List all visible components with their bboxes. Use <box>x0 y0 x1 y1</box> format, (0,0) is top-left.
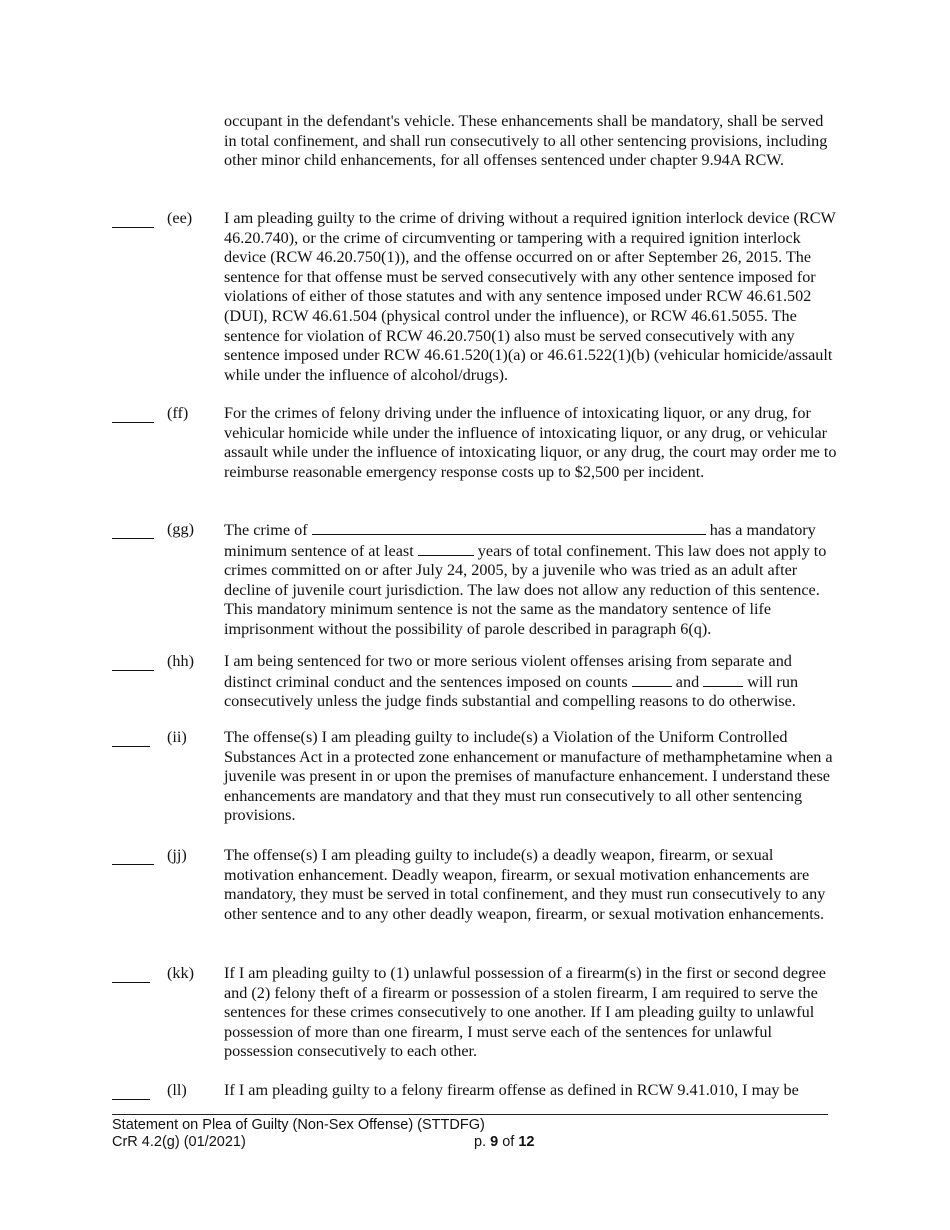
hh-text-b: and <box>675 672 700 691</box>
footer-form-code: CrR 4.2(g) (01/2021) <box>112 1134 246 1150</box>
hh-text-c: will run consecutively unless the judge finds substantial and compelling reasons to do otherwise. <box>224 672 799 711</box>
checkbox-blank-ee[interactable] <box>112 212 154 228</box>
checkbox-blank-kk[interactable] <box>112 967 150 983</box>
item-label-ll: (ll) <box>167 1081 187 1099</box>
page-of: of <box>502 1134 515 1150</box>
checkbox-blank-ff[interactable] <box>112 407 154 423</box>
years-blank[interactable] <box>418 541 474 556</box>
footer-form-title: Statement on Plea of Guilty (Non-Sex Offense) (STTDFG) <box>112 1117 485 1133</box>
item-text-kk: If I am pleading guilty to (1) unlawful possession of a firearm(s) in the first or second degree and (2) felony theft of a firearm or possession of a stolen firearm, I am required to serve the sentences for these crimes consecutively to one another. If I am pleading guilty to unlawful possession of more than one firearm, I must serve each of the sentences for unlawful possession consecutively to each other. <box>224 964 826 1061</box>
item-text-ff: For the crimes of felony driving under the influence of intoxicating liquor, or any drug, for vehicular homicide while under the influence of intoxicating liquor, or any drug, or vehicular assault while under the influence of intoxicating liquor, or any drug, the court may order me to reimburse reasonable emergency response costs up to $2,500 per incident. <box>224 404 837 481</box>
item-text-gg <box>224 520 840 640</box>
item-text-ll: If I am pleading guilty to a felony firearm offense as defined in RCW 9.41.010, I may be <box>224 1081 799 1099</box>
checkbox-blank-ll[interactable] <box>112 1084 150 1100</box>
intro-paragraph: occupant in the defendant's vehicle. These enhancements shall be mandatory, shall be served in total confinement, and shall run consecutively to all other sentencing provisions, including other minor child enhancements, for all offenses sentenced under chapter 9.94A RCW. <box>224 112 828 170</box>
count-blank-2[interactable] <box>703 672 743 687</box>
gg-text-c: years of total confinement. This law does not apply to crimes committed on or after July 24, 2005, by a juvenile who was tried as an adult after decline of juvenile court jurisdiction. The law does not allow any reduction of this sentence. This mandatory minimum sentence is not the same as the mandatory sentence of life imprisonment without the possibility of parole described in paragraph 6(q). <box>224 541 827 638</box>
footer-divider <box>112 1114 828 1115</box>
checkbox-blank-jj[interactable] <box>112 849 154 865</box>
item-text-ee: I am pleading guilty to the crime of driving without a required ignition interlock device (RCW 46.20.740), or the crime of circumventing or tampering with a required ignition interlock device (RCW 46.20.750(1)), and the offense occurred on or after September 26, 2015. The sentence for that offense must be served consecutively with any other sentence imposed for violations of either of those statutes and with any sentence imposed under RCW 46.61.502 (DUI), RCW 46.61.504 (physical control under the influence), or RCW 46.61.5055. The sentence for violation of RCW 46.20.750(1) also must be served consecutively with any sentence imposed under RCW 46.61.520(1)(a) or 46.61.522(1)(b) (vehicular homicide/assault while under the influence of alcohol/drugs). <box>224 209 836 384</box>
item-label-ee: (ee) <box>167 209 193 227</box>
gg-text-b: has a mandatory minimum sentence of at least <box>224 521 816 560</box>
page-current: 9 <box>490 1134 499 1150</box>
gg-text-a: The crime of <box>224 521 308 539</box>
checkbox-blank-gg[interactable] <box>112 523 154 539</box>
item-label-gg: (gg) <box>167 520 194 538</box>
count-blank-1[interactable] <box>632 672 672 687</box>
item-label-hh: (hh) <box>167 652 194 670</box>
item-label-kk: (kk) <box>167 964 194 982</box>
item-text-ii: The offense(s) I am pleading guilty to include(s) a Violation of the Uniform Controlled Substances Act in a protected zone enhancement or manufacture of methamphetamine when a juvenile was present in or upon the premises of manufacture enhancement. I understand these enhancements are mandatory and that they must run consecutively to all other sentencing provisions. <box>224 728 833 825</box>
item-text-jj: The offense(s) I am pleading guilty to include(s) a deadly weapon, firearm, or sexual motivation enhancement. Deadly weapon, firearm, or sexual motivation enhancements are mandatory, they must be served in total confinement, and they must run consecutively to any other sentence and to any other deadly weapon, firearm, or sexual motivation enhancements. <box>224 846 826 923</box>
checkbox-blank-ii[interactable] <box>112 731 150 747</box>
page-number <box>474 1134 535 1151</box>
item-label-jj: (jj) <box>167 846 187 864</box>
item-text-hh <box>224 652 840 712</box>
item-label-ii: (ii) <box>167 728 187 746</box>
page-total: 12 <box>518 1134 535 1150</box>
checkbox-blank-hh[interactable] <box>112 655 154 671</box>
crime-name-blank[interactable] <box>312 520 706 535</box>
item-label-ff: (ff) <box>167 404 189 422</box>
page-prefix: p. <box>474 1134 487 1150</box>
hh-text-a: I am being sentenced for two or more serious violent offenses arising from separate and distinct criminal conduct and the sentences imposed on counts <box>224 652 792 691</box>
